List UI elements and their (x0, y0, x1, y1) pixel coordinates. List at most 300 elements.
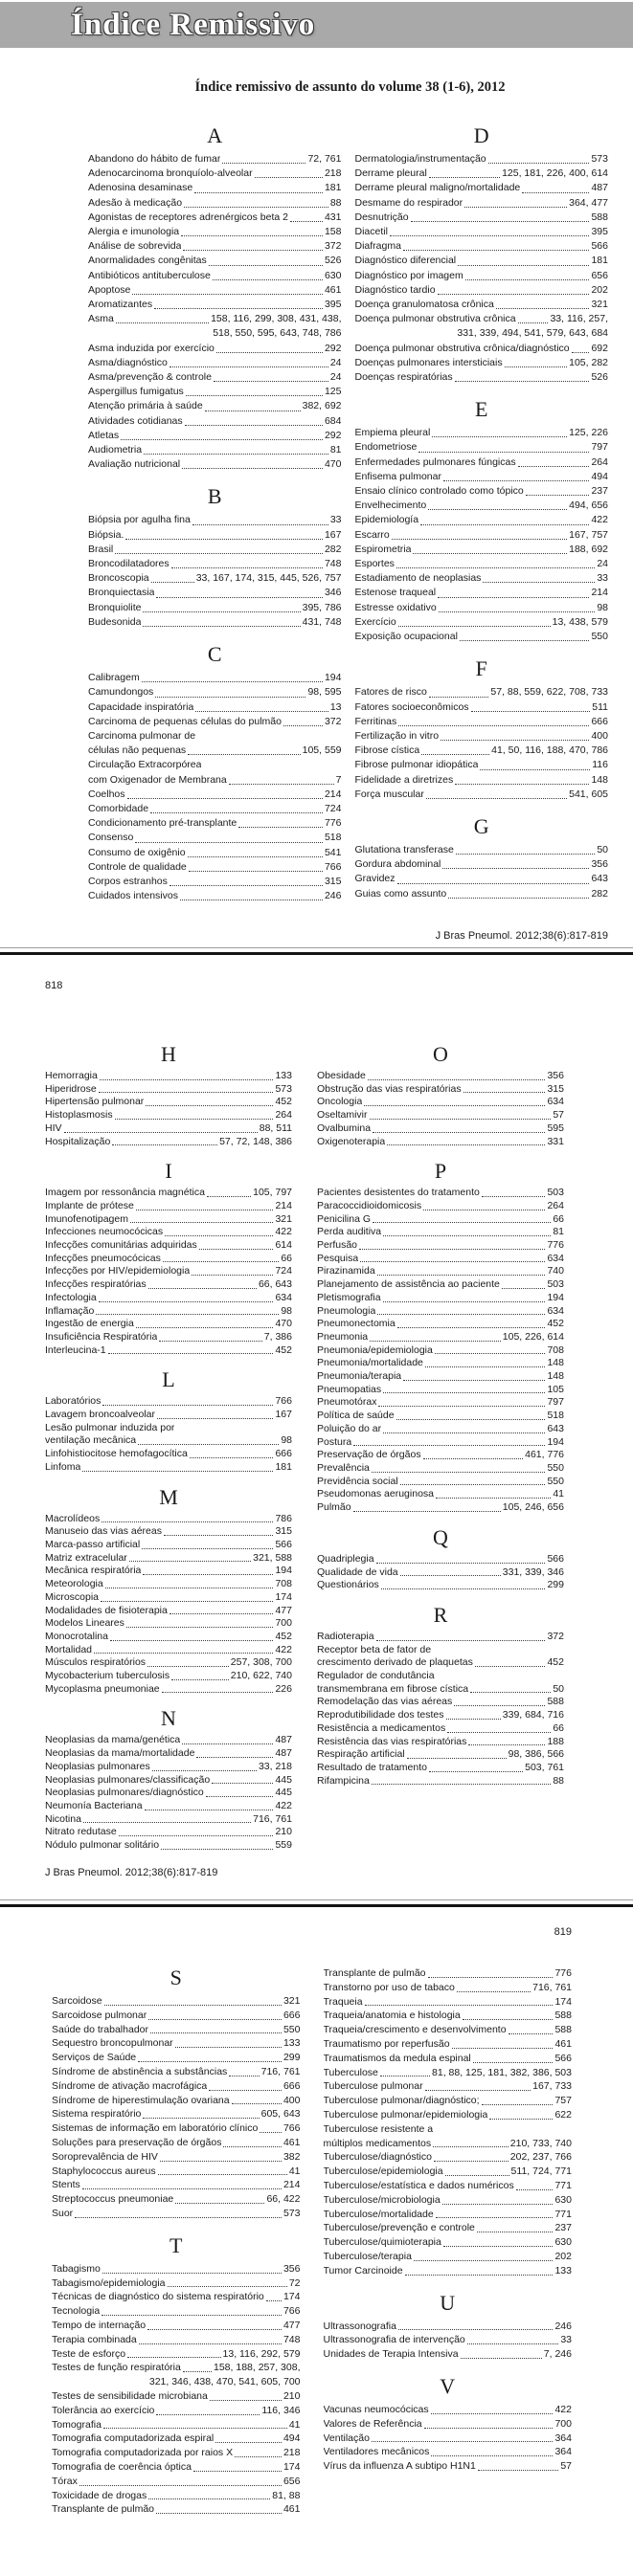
entry-term: Traqueia/anatomia e histologia (323, 2010, 461, 2022)
dot-leader (381, 1588, 546, 1589)
entry-line (317, 1423, 564, 1436)
index-entry (324, 2459, 573, 2474)
index-entry (355, 499, 609, 513)
index-entry (52, 2150, 301, 2165)
entry-term: Tuberculose/estatística e dados numéricos (323, 2179, 514, 2191)
index-entry (88, 429, 342, 443)
entry-pages: 41 (288, 2418, 301, 2431)
entry-line (317, 1213, 564, 1227)
dot-leader (443, 2246, 554, 2247)
dot-leader (165, 1235, 273, 1236)
entry-pages: 700 (554, 2417, 572, 2430)
entry-pages: 700 (275, 1617, 292, 1630)
entry-term: Abandono do hábito de fumar (88, 153, 221, 165)
entry-line (52, 2489, 301, 2503)
entry-term: Poluição do ar (317, 1422, 382, 1434)
dot-leader (160, 2161, 282, 2162)
entry-pages: 550 (283, 2023, 301, 2035)
entry-term: Budesonida (88, 615, 142, 628)
dot-leader (188, 856, 323, 857)
entry-pages: 630 (554, 2193, 572, 2206)
entry-term: Tomografia computadorizada espiral (52, 2432, 215, 2445)
index-entry (88, 167, 342, 181)
index-entry (317, 1462, 564, 1476)
entry-pages: 452 (275, 1630, 292, 1642)
dot-leader (148, 2019, 282, 2020)
entry-pages: 634 (547, 1252, 564, 1264)
entry-pages: 66, 422 (266, 2193, 301, 2206)
index-entry (88, 700, 342, 715)
dot-leader (161, 1849, 273, 1850)
entry-term: Testes de sensibilidade microbiana (52, 2389, 208, 2402)
entry-line (317, 1748, 564, 1762)
entry-pages: 282 (591, 887, 608, 899)
entry-line (88, 211, 342, 225)
entry-pages: 218 (324, 167, 342, 180)
entry-term: Fatores socioeconômicos (354, 700, 469, 713)
entry-term: Prevalência (317, 1461, 370, 1474)
entry-term: Broncodilatadores (88, 558, 170, 570)
entry-term: Pulmão (317, 1501, 351, 1514)
entry-term: Nicotina (45, 1812, 81, 1825)
entry-line (355, 872, 609, 886)
entry-pages: 210 (283, 2389, 301, 2402)
entry-pages: 431 (324, 211, 342, 223)
entry-line (88, 700, 342, 715)
entry-line (324, 2432, 573, 2446)
index-entry (317, 1096, 564, 1109)
entry-pages: 634 (547, 1096, 564, 1108)
dot-leader (414, 2260, 554, 2261)
index-entry (45, 1800, 292, 1813)
entry-term: Neoplasias pulmonares/classificação (45, 1773, 211, 1786)
entry-pages: 321 (275, 1212, 292, 1225)
index-entry (88, 671, 342, 685)
entry-line (45, 1292, 292, 1305)
index-entry (324, 2417, 573, 2432)
index-entry (88, 601, 342, 615)
index-entry (52, 2009, 301, 2023)
section-letter-M: M (159, 1484, 178, 1509)
entry-term: Matriz extracelular (45, 1551, 127, 1564)
entry-term: Mortalidad (45, 1643, 93, 1655)
dot-leader (489, 2119, 553, 2120)
index-entry (45, 1539, 292, 1552)
entry-pages: 503 (547, 1187, 564, 1199)
index-entry (324, 2179, 573, 2193)
index-entry (355, 225, 609, 239)
entry-line (355, 426, 609, 440)
entry-term: Resistência a medicamentos (317, 1721, 446, 1734)
index-entry (317, 1631, 564, 1644)
index-entry (45, 1136, 292, 1149)
entry-line (317, 1644, 564, 1657)
entry-pages: 550 (591, 631, 608, 643)
entry-line (88, 254, 342, 268)
entry-term: Estenose traqueal (354, 587, 437, 599)
entry-pages: 477 (275, 1604, 292, 1616)
entry-pages: 188, 692 (569, 543, 608, 555)
index-entry (88, 889, 342, 903)
index-entry (88, 457, 342, 472)
index-entry (88, 543, 342, 557)
dot-leader (518, 322, 549, 323)
entry-pages: 125, 181, 226, 400, 614 (502, 167, 608, 180)
entry-term: Vírus da influenza A subtipo H1N1 (323, 2460, 476, 2473)
entry-pages: 98 (281, 1304, 292, 1317)
index-entry (317, 1253, 564, 1266)
entry-pages: 395 (324, 299, 342, 311)
dot-leader (232, 2103, 282, 2104)
entry-pages: 299 (547, 1579, 564, 1591)
entry-term: Valores de Referência (323, 2417, 422, 2430)
entry-line (45, 1200, 292, 1213)
dot-leader (193, 2471, 282, 2472)
dot-leader (433, 2146, 509, 2147)
dot-leader (470, 1692, 551, 1693)
entry-term: Técnicas de diagnóstico do sistema respiratório (52, 2291, 264, 2303)
index-entry (52, 2319, 301, 2333)
index-entry (355, 470, 609, 484)
index-entry (317, 1122, 564, 1136)
index-entry (88, 269, 342, 283)
index-entry (324, 1981, 573, 1995)
dot-leader (411, 221, 590, 222)
entry-pages: 125 (324, 386, 342, 398)
entry-term: Planejamento de assistência ao paciente (317, 1278, 500, 1291)
entry-term: Camundongos (88, 686, 154, 699)
dot-leader (505, 366, 568, 367)
entry-line (324, 2235, 573, 2250)
index-entry (355, 152, 609, 167)
journal-footer: J Bras Pneumol. 2012;38(6):817-819 (45, 1867, 218, 1878)
entry-pages: 776 (547, 1239, 564, 1252)
entry-line (52, 2192, 301, 2207)
dot-leader (188, 754, 300, 755)
entry-term: Asma/diagnóstico (88, 356, 168, 368)
section-letter-E: E (475, 397, 488, 422)
entry-line (317, 1736, 564, 1749)
entry-term: Política de saúde (317, 1410, 395, 1422)
dot-leader (143, 2118, 259, 2119)
index-entry (317, 1736, 564, 1749)
entry-line (324, 2264, 573, 2278)
entry-term: Asma (88, 313, 114, 325)
entry-pages: 566 (275, 1538, 292, 1550)
entry-line (52, 2121, 301, 2136)
entry-pages: 666 (275, 1448, 292, 1460)
index-entry (355, 615, 609, 630)
dot-leader (425, 1366, 546, 1367)
dot-leader (359, 1249, 545, 1250)
dot-leader (428, 1977, 554, 1978)
entry-term: Tempo de internação (52, 2319, 147, 2331)
section-letter-C: C (207, 642, 222, 667)
entry-pages: 422 (554, 2403, 572, 2415)
entry-term: Receptor beta de fator de (317, 1643, 432, 1655)
entry-pages: 202 (591, 283, 608, 296)
entry-term: Tolerância ao exercício (52, 2404, 155, 2416)
index-entry (88, 528, 342, 543)
entry-line (45, 1422, 292, 1435)
entry-line (45, 1644, 292, 1657)
dot-leader (475, 1666, 546, 1667)
entry-term: Unidades de Terapia Intensiva (323, 2348, 459, 2361)
section-letter-O: O (433, 1042, 448, 1066)
index-entry (45, 1670, 292, 1683)
column (88, 124, 342, 903)
entry-line (355, 715, 609, 729)
entry-term: Linfoma (45, 1460, 81, 1473)
dot-leader (170, 1613, 274, 1614)
entry-term: Adenocarcinoma bronquíolo-alveolar (88, 167, 253, 180)
entry-pages: 88 (553, 1774, 564, 1787)
entry-pages: 771 (554, 2208, 572, 2220)
index-entry (52, 2079, 301, 2094)
entry-line (317, 1462, 564, 1476)
index-entry (324, 2208, 573, 2222)
entry-pages: 708 (275, 1578, 292, 1590)
dot-leader (364, 1105, 545, 1106)
entry-pages: 237 (554, 2222, 572, 2234)
entry-term: Tecnologia (52, 2305, 101, 2318)
dot-leader (150, 812, 323, 813)
dot-leader (266, 2300, 282, 2301)
entry-line (317, 1683, 564, 1697)
entry-term: Fatores de risco (354, 686, 427, 699)
index-entry (52, 2065, 301, 2079)
dot-leader (101, 1601, 273, 1602)
index-entry (52, 1994, 301, 2009)
entry-line (355, 152, 609, 167)
entry-line (324, 1981, 573, 1995)
index-entry (45, 1774, 292, 1788)
entry-line (317, 1070, 564, 1083)
dot-leader (483, 582, 595, 583)
index-entry (88, 615, 342, 630)
entry-line (45, 1552, 292, 1566)
dot-leader (189, 871, 323, 872)
entry-line (52, 2319, 301, 2333)
page-separator (0, 947, 633, 958)
entry-pages: 57 (553, 1109, 564, 1121)
index-entry (355, 312, 609, 341)
entry-line (317, 1722, 564, 1736)
entry-term: Cuidados intensivos (88, 890, 178, 902)
entry-line (88, 283, 342, 298)
entry-pages: 766 (283, 2122, 301, 2135)
dot-leader (171, 567, 323, 568)
entry-line (88, 615, 342, 630)
entry-pages: 292 (324, 429, 342, 441)
entry-pages: 331, 339, 346 (502, 1566, 564, 1578)
entry-term: Atletas (88, 429, 120, 441)
dot-leader (426, 798, 567, 799)
entry-line (355, 283, 609, 298)
entry-line (324, 2221, 573, 2235)
index-entry (88, 225, 342, 239)
entry-term: Tuberculose/diagnóstico (323, 2151, 432, 2164)
entry-term: Traumatismo por reperfusão (323, 2037, 450, 2050)
entry-pages: 716, 761 (253, 1812, 292, 1825)
index-entry (88, 312, 342, 341)
dot-leader (139, 2343, 282, 2344)
entry-term: Ensaio clínico controlado como tópico (354, 485, 524, 498)
entry-term: Calibragem (88, 672, 140, 684)
dot-leader (420, 524, 589, 525)
entry-pages: 588 (547, 1696, 564, 1708)
entry-line (52, 2065, 301, 2079)
dot-leader (199, 1249, 274, 1250)
entry-line (355, 440, 609, 455)
entry-line (45, 1239, 292, 1253)
entry-term: Tuberculose (323, 2066, 378, 2078)
index-entry (52, 2207, 301, 2221)
dot-leader (424, 2428, 554, 2429)
index-entry (88, 152, 342, 167)
entry-term: Comorbidade (88, 802, 149, 814)
index-entry (52, 2178, 301, 2192)
index-entry (88, 513, 342, 527)
entry-term: Asma/prevenção & controle (88, 371, 212, 384)
entry-pages: 116 (592, 759, 608, 771)
entry-pages: 716, 761 (532, 1981, 572, 1993)
dot-leader (463, 2019, 554, 2020)
entry-term: Imagem por ressonância magnética (45, 1187, 205, 1199)
entry-term: Linfohistiocitose hemofagocítica (45, 1448, 188, 1460)
entry-pages: 573 (591, 153, 608, 165)
entry-pages: 315 (547, 1082, 564, 1095)
entry-term: Tuberculose pulmonar (323, 2080, 423, 2093)
entry-term: Esportes (354, 558, 395, 570)
entry-line (88, 298, 342, 312)
dot-leader (468, 1744, 545, 1745)
entry-term: crescimento derivado de plaquetas (317, 1656, 473, 1669)
index-entry (52, 2262, 301, 2276)
entry-term: Neoplasias pulmonares (45, 1760, 150, 1772)
entry-term: Coelhos (88, 788, 125, 800)
entry-line (355, 758, 609, 772)
entry-pages: 339, 684, 716 (502, 1709, 564, 1721)
index-entry (317, 1239, 564, 1253)
entry-pages: 181 (324, 182, 342, 194)
index-entry (355, 571, 609, 586)
entry-line (45, 1395, 292, 1409)
entry-term: Força muscular (354, 788, 424, 800)
entry-pages: 630 (554, 2236, 572, 2249)
dot-leader (164, 1535, 273, 1536)
entry-term: Streptococcus pneumoniae (52, 2193, 174, 2206)
index-entry (52, 2502, 301, 2517)
entry-pages: 518 (547, 1410, 564, 1422)
entry-line (324, 2320, 573, 2334)
dot-leader (400, 1575, 501, 1576)
index-entry (52, 2460, 301, 2475)
entry-pages: 541, 605 (569, 788, 608, 800)
entry-pages: 194 (547, 1435, 564, 1448)
entry-pages: 81, 88 (272, 2489, 301, 2501)
section-letter-D: D (473, 123, 489, 147)
index-entry (88, 356, 342, 370)
index-entry (88, 399, 342, 413)
entry-pages: 740 (547, 1265, 564, 1277)
dot-leader (181, 235, 323, 236)
entry-pages: 264 (547, 1199, 564, 1211)
entry-line (88, 239, 342, 254)
entry-term: Endometriose (354, 441, 418, 454)
index-entry (324, 1995, 573, 2010)
dot-leader (488, 163, 590, 164)
dot-leader (480, 769, 590, 770)
entry-line (355, 729, 609, 744)
entry-term: Infectologia (45, 1291, 97, 1303)
entry-line (355, 470, 609, 484)
index-entry (45, 1761, 292, 1774)
index-entry (88, 685, 342, 700)
dot-leader (100, 1079, 274, 1080)
entry-line (45, 1683, 292, 1697)
index-entry (317, 1762, 564, 1775)
entry-term: Pacientes desistentes do tratamento (317, 1187, 480, 1199)
index-entry (355, 857, 609, 872)
dot-leader (102, 2273, 282, 2274)
entry-line (324, 2403, 573, 2417)
entry-pages: 7 (335, 773, 342, 786)
dot-leader (209, 2090, 282, 2091)
dot-leader (454, 1705, 545, 1706)
entry-line (324, 2122, 573, 2137)
entry-line (317, 1501, 564, 1515)
entry-line (88, 326, 342, 341)
entry-line (88, 513, 342, 527)
dot-leader (458, 265, 589, 266)
entry-term: Tuberculose pulmonar/diagnóstico; (323, 2095, 480, 2107)
entry-pages: 194 (275, 1565, 292, 1577)
entry-line (324, 2137, 573, 2151)
entry-term: Adenosina desaminase (88, 182, 193, 194)
entry-term: Desnutrição (354, 211, 409, 223)
entry-pages: 98, 386, 566 (508, 1748, 564, 1761)
entry-pages: 356 (591, 858, 608, 871)
entry-term: Diagnóstico diferencial (354, 255, 457, 267)
entry-pages: 57, 88, 559, 622, 708, 733 (490, 686, 608, 699)
entry-term: Teste de esforço (52, 2347, 126, 2360)
index-entry (45, 1591, 292, 1605)
entry-line (324, 2079, 573, 2094)
index-entry (355, 484, 609, 499)
section-letter-U: U (440, 2290, 456, 2315)
entry-term: Vacunas neumocócicas (323, 2403, 429, 2415)
entry-pages: 372 (324, 240, 342, 253)
index-entry (52, 2333, 301, 2347)
entry-pages: 246 (554, 2320, 572, 2332)
index-entry (317, 1344, 564, 1358)
dot-leader (126, 1627, 274, 1628)
index-entry (88, 385, 342, 399)
entry-term: Broncoscopia (88, 572, 149, 585)
entry-line (52, 2023, 301, 2037)
index-entry (52, 2165, 301, 2179)
dot-leader (372, 2441, 554, 2442)
dot-leader (445, 2175, 509, 2176)
dot-leader (99, 1092, 274, 1093)
entry-term: Postura (317, 1435, 352, 1448)
section-letter-Q: Q (433, 1524, 448, 1549)
index-entry (45, 1461, 292, 1475)
index-entry (45, 1747, 292, 1761)
index-entry (317, 1331, 564, 1344)
dot-leader (96, 1314, 279, 1315)
